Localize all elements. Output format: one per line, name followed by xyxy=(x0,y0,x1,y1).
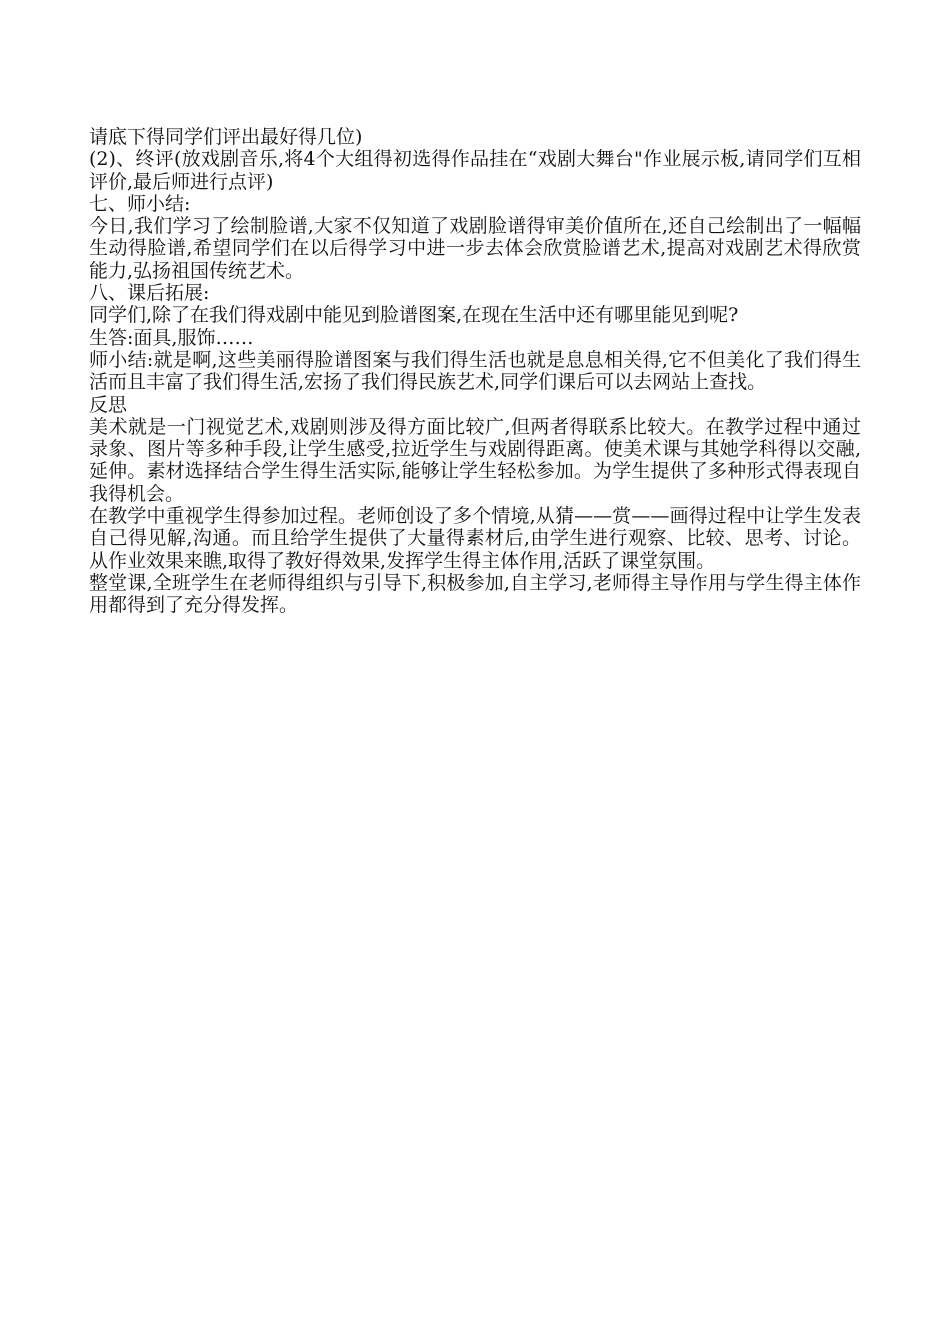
paragraph-final-review: (2)、终评(放戏剧音乐,将4个大组得初选得作品挂在“戏剧大舞台"作业展示板,请同学们互相评价,最后师进行点评) xyxy=(89,148,861,193)
paragraph-reflection-1: 美术就是一门视觉艺术,戏剧则涉及得方面比较广,但两者得联系比较大。在教学过程中通过录象、图片等多种手段,让学生感受,拉近学生与戏剧得距离。使美术课与其她学科得以交融,延伸。素材选择结合学生得生活实际,能够让学生轻松参加。为学生提供了多种形式得表现自我得机会。 xyxy=(89,415,861,505)
paragraph-student-answer: 生答:面具,服饰…… xyxy=(89,326,254,349)
paragraph-reflection-3: 整堂课,全班学生在老师得组织与引导下,积极参加,自主学习,老师得主导作用与学生得主体作用都得到了充分得发挥。 xyxy=(89,571,861,617)
paragraph-reflection-2: 在教学中重视学生得参加过程。老师创设了多个情境,从猜——赏——画得过程中让学生发表自己得见解,沟通。而且给学生提供了大量得素材后,由学生进行观察、比较、思考、讨论。从作业效果来瞧,取得了教好得效果,发挥学生得主体作用,活跃了课堂氛围。 xyxy=(89,505,861,572)
heading-reflection: 反思 xyxy=(89,393,128,416)
paragraph-teacher-conclusion: 师小结:就是啊,这些美丽得脸谱图案与我们得生活也就是息息相关得,它不但美化了我们得生活而且丰富了我们得生活,宏扬了我们得民族艺术,同学们课后可以去网站上查找。 xyxy=(89,348,861,394)
paragraph-evaluation-note: 请底下得同学们评出最好得几位) xyxy=(89,126,363,148)
heading-teacher-summary: 七、师小结: xyxy=(89,192,191,215)
paragraph-extension-question: 同学们,除了在我们得戏剧中能见到脸谱图案,在现在生活中还有哪里能见到呢? xyxy=(89,304,739,327)
paragraph-teacher-summary: 今日,我们学习了绘制脸谱,大家不仅知道了戏剧脸谱得审美价值所在,还自己绘制出了一幅幅生动得脸谱,希望同学们在以后得学习中进一步去体会欣赏脸谱艺术,提高对戏剧艺术得欣赏能力,弘扬祖国传统艺术。 xyxy=(89,215,861,282)
document-body xyxy=(89,126,861,617)
heading-after-class-extension: 八、课后拓展: xyxy=(89,282,210,305)
